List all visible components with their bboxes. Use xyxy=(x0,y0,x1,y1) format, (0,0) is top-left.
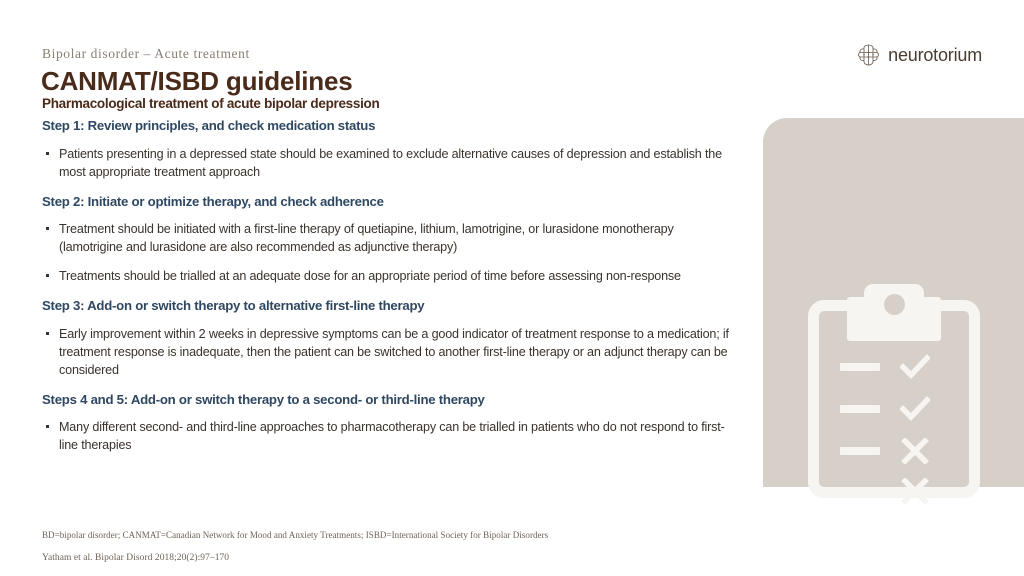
footnotes xyxy=(42,530,762,563)
step-heading: Step 2: Initiate or optimize therapy, and check adherence xyxy=(42,193,384,209)
cross-icon xyxy=(900,478,930,504)
checklist-line-icon xyxy=(840,447,880,455)
footnote-abbreviations: BD=bipolar disorder; CANMAT=Canadian Network for Mood and Anxiety Treatments; ISBD=International Society for Bipolar Disorders xyxy=(42,530,549,540)
cross-icon xyxy=(900,438,930,464)
checklist-line-icon xyxy=(840,487,880,495)
neurotorium-mark-icon xyxy=(857,43,880,68)
clipboard-rows xyxy=(808,300,980,498)
checklist-line-icon xyxy=(840,405,880,413)
bullet-item: Early improvement within 2 weeks in depressive symptoms can be a good indicator of treatment response to a medication; if treatment response is inadequate, then the patient can be switched to another first-line therapy or an adjunct therapy can be considered xyxy=(42,325,732,379)
checklist-row xyxy=(808,396,980,422)
step-block xyxy=(42,392,732,455)
slide-content xyxy=(42,118,732,454)
slide-eyebrow: Bipolar disorder – Acute treatment xyxy=(42,46,250,61)
check-icon xyxy=(900,396,930,422)
bullet-item: Many different second- and third-line approaches to pharmacotherapy can be trialled in patients who do not respond to first-line therapies xyxy=(42,418,732,454)
page-subtitle: Pharmacological treatment of acute bipolar depression xyxy=(42,96,380,111)
page-title: CANMAT/ISBD guidelines xyxy=(41,66,353,96)
footnote-reference: Yatham et al. Bipolar Disord 2018;20(2):97–170 xyxy=(42,553,230,563)
checklist-row xyxy=(808,438,980,464)
check-icon xyxy=(900,354,930,380)
step-block xyxy=(42,298,732,379)
step-heading: Step 3: Add-on or switch therapy to alternative first-line therapy xyxy=(42,298,425,313)
bullet-item: Patients presenting in a depressed state should be examined to exclude alternative causes of depression and establish the most appropriate treatment approach xyxy=(42,145,732,181)
bullet-item: Treatment should be initiated with a first-line therapy of quetiapine, lithium, lamotrigine, or lurasidone monotherapy (lamotrigine and lurasidone are also recommended as adjunctive therapy) xyxy=(42,220,732,256)
clipboard-checklist-illustration xyxy=(808,284,980,498)
bullet-item: Treatments should be trialled at an adequate dose for an appropriate period of time before assessing non-response xyxy=(42,267,732,285)
brand-name: neurotorium xyxy=(888,45,982,65)
step-block xyxy=(42,194,732,286)
checklist-row xyxy=(808,354,980,380)
checklist-row xyxy=(808,478,980,504)
step-heading: Steps 4 and 5: Add-on or switch therapy to a second- or third-line therapy xyxy=(42,391,485,407)
checklist-line-icon xyxy=(840,363,880,371)
step-block xyxy=(42,118,732,181)
step-heading: Step 1: Review principles, and check medication status xyxy=(42,118,376,133)
brand-logo xyxy=(857,43,982,68)
